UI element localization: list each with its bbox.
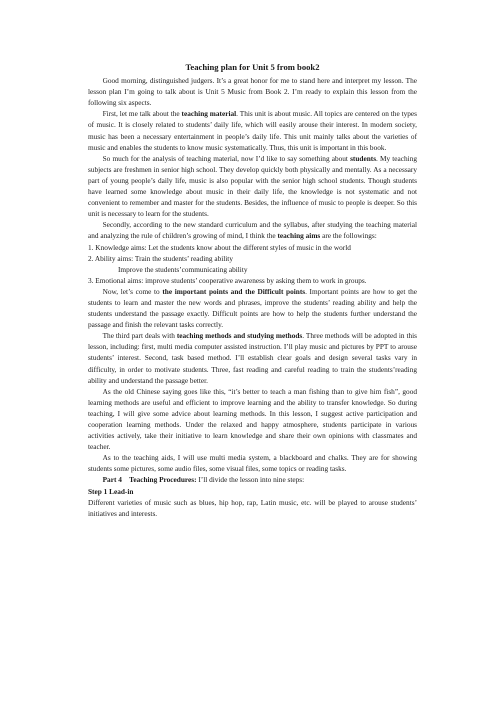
- key-points-heading: the important points and the Difficult points: [162, 286, 306, 296]
- aim-ability: 2. Ability aims: Train the students’ reading ability: [88, 253, 233, 263]
- intro-paragraph: Good morning, distinguished judgers. It’s a great honor for me to stand here and interpret my lesson. The lesson plan I’m going to talk about is Unit 5 Music from Book 2. I’m ready to explain this lesson from the following six aspects.: [88, 76, 417, 108]
- teaching-aims-heading: teaching aims: [277, 231, 321, 241]
- step-1-heading: Step 1 Lead-in: [88, 486, 134, 496]
- part-label: Part 4: [102, 475, 122, 485]
- aim-emotional: 3. Emotional aims: improve students’ cooperative awareness by asking them to work in groups.: [88, 275, 367, 285]
- document-title: Teaching plan for Unit 5 from book2: [185, 62, 320, 72]
- aim-knowledge: 1. Knowledge aims: Let the students know about the different styles of music in the world: [88, 242, 351, 252]
- methods-heading: teaching methods and studying methods: [176, 331, 303, 341]
- teaching-aids-paragraph: As to the teaching aids, I will use multi media system, a blackboard and chalks. They are for showing students some pictures, some audio files, some visual files, some topics or reading tasks.: [88, 453, 417, 474]
- teaching-material-paragraph: First, let me talk about the teaching material. This unit is about music. All topics are centered on the types of music. It is closely related to students’ daily life, which will easily arouse their interest. In modern society, music has been a necessary entertainment in people’s daily life. This unit mainly talks about the varieties of music and enables the students to know music systematically. Thus, this unit is important in this book.: [88, 109, 418, 152]
- aim-ability-sub: Improve the students’communicating ability: [118, 264, 248, 274]
- teaching-material-heading: teaching material: [181, 109, 237, 119]
- saying-paragraph: As the old Chinese saying goes like this, “it’s better to teach a man fishing than to give him fish”, good learning methods are useful and efficient to improve learning and the ability to transfer knowledge. So during teaching, I will give some advice about learning methods. In this lesson, I suggest active participation and cooperation learning methods. Under the relaxed and happy atmosphere, students participate in various activities actively, take their initiative to learn knowledge and share their own opinions with classmates and teacher.: [88, 386, 417, 452]
- methods-paragraph: The third part deals with teaching methods and studying methods. Three methods will be adopted in this lesson, including: first, multi media computer assisted instruction. I’ll play music and pictures by PPT to arouse students’ interest. Second, task based method. I’ll establish clear goals and design several tasks vary in difficulty, in order to motivate students. Three, fast reading and careful reading to train the students’reading ability and understand the passage better.: [88, 331, 417, 385]
- students-heading: students: [350, 153, 377, 163]
- key-points-paragraph: Now, let’s come to the important points and the Difficult points. Important points are how to get the students to learn and master the new words and phrases, improve the students’ reading ability and help the students understand the passage exactly. Difficult points are how to help the students further understand the passage and finish the relevant tasks correctly.: [88, 286, 417, 330]
- document-page: [88, 62, 417, 519]
- students-paragraph: So much for the analysis of teaching material, now I’d like to say something about students. My teaching subjects are freshmen in senior high school. They develop quickly both physically and mentally. As a necessary part of young people’s daily life, music is also popular with the senior high school students. Though students have learned some knowledge about music in their daily life, the knowledge is not systematic and not convenient to remember and master for the students. Besides, the influence of music to people is deeper. So this unit is necessary to learn for the students.: [88, 153, 417, 219]
- procedures-paragraph: Part 4 Teaching Procedures: I’ll divide the lesson into nine steps:: [102, 475, 305, 485]
- teaching-aims-paragraph: Secondly, according to the new standard curriculum and the syllabus, after studying the teaching material and analyzing the rule of children’s growing of mind, I think the teaching aims are the followings:: [88, 220, 417, 241]
- step-1-paragraph: Different varieties of music such as blues, hip hop, rap, Latin music, etc. will be played to arouse students’ initiatives and interests.: [88, 497, 417, 518]
- procedures-heading: Teaching Procedures:: [129, 475, 197, 485]
